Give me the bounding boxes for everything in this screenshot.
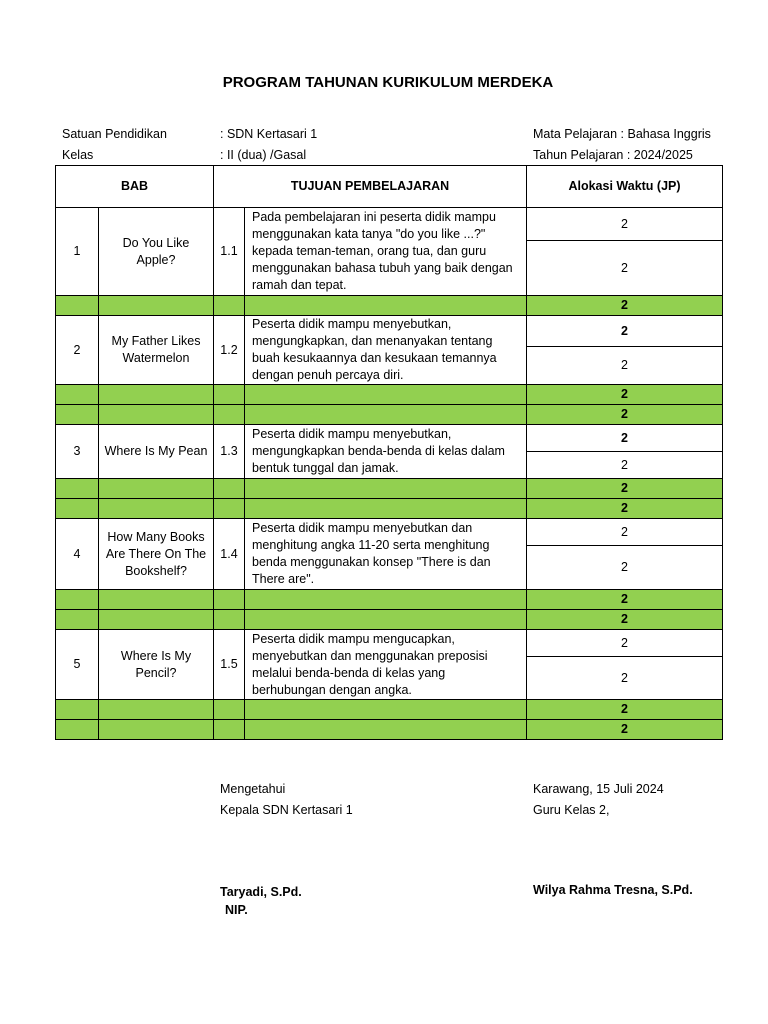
tahun-pelajaran: Tahun Pelajaran : 2024/2025: [533, 148, 693, 162]
satuan-value: : SDN Kertasari 1: [220, 127, 318, 141]
tp-number: 1.3: [214, 425, 245, 479]
jp-total: 2: [527, 720, 723, 740]
bab-title: How Many Books Are There On The Bookshelf?: [99, 519, 214, 590]
sig-right-line1: Karawang, 15 Juli 2024: [533, 782, 664, 796]
tp-text: Peserta didik mampu menyebutkan, mengungkapkan benda-benda di kelas dalam bentuk tunggal dan jamak.: [245, 425, 527, 479]
table-row: [56, 519, 723, 546]
bab-title: Where Is My Pean: [99, 425, 214, 479]
sig-left-line2: Kepala SDN Kertasari 1: [220, 803, 353, 817]
jp-value: 2: [527, 208, 723, 241]
jp-total: 2: [527, 590, 723, 610]
sig-left-name: Taryadi, S.Pd.: [220, 885, 302, 899]
table-row: [56, 208, 723, 241]
green-row: [56, 610, 723, 630]
bab-title: Where Is My Pencil?: [99, 630, 214, 700]
mata-pelajaran: Mata Pelajaran : Bahasa Inggris: [533, 127, 711, 141]
sig-left-line1: Mengetahui: [220, 782, 286, 796]
bab-title: Do You Like Apple?: [99, 208, 214, 296]
green-row: [56, 700, 723, 720]
tp-number: 1.4: [214, 519, 245, 590]
header-tujuan: TUJUAN PEMBELAJARAN: [214, 166, 527, 208]
kelas-value: : II (dua) /Gasal: [220, 148, 307, 162]
table-row: [56, 630, 723, 657]
tp-text: Pada pembelajaran ini peserta didik mampu menggunakan kata tanya "do you like ...?" kepada teman-teman, orang tua, dan guru menggunakan bahasa tubuh yang baik dengan ramah dan tepat.: [245, 208, 527, 296]
jp-value: 2: [527, 519, 723, 546]
sig-right-name: Wilya Rahma Tresna, S.Pd.: [533, 883, 693, 897]
jp-value: 2: [527, 347, 723, 385]
bab-number: 1: [56, 208, 99, 296]
green-row: [56, 405, 723, 425]
tp-text: Peserta didik mampu menyebutkan, mengungkapkan, dan menanyakan tentang buah kesukaannya dan kesukaan temannya dengan penuh percaya diri.: [245, 316, 527, 385]
jp-total: 2: [527, 296, 723, 316]
table-row: [56, 316, 723, 347]
tp-number: 1.5: [214, 630, 245, 700]
green-row: [56, 720, 723, 740]
green-row: [56, 590, 723, 610]
tp-number: 1.2: [214, 316, 245, 385]
sig-left-nip: NIP.: [225, 903, 248, 917]
jp-total: 2: [527, 499, 723, 519]
jp-value: 2: [527, 316, 723, 347]
bab-number: 2: [56, 316, 99, 385]
jp-value: 2: [527, 546, 723, 590]
sig-right-line2: Guru Kelas 2,: [533, 803, 610, 817]
tp-text: Peserta didik mampu mengucapkan, menyebutkan dan menggunakan preposisi melalui benda-benda di kelas yang berhubungan dengan angka.: [245, 630, 527, 700]
green-row: [56, 296, 723, 316]
jp-value: 2: [527, 657, 723, 700]
jp-value: 2: [527, 241, 723, 296]
jp-total: 2: [527, 700, 723, 720]
tp-number: 1.1: [214, 208, 245, 296]
bab-number: 3: [56, 425, 99, 479]
bab-title: My Father Likes Watermelon: [99, 316, 214, 385]
kelas-label: Kelas: [62, 148, 94, 162]
jp-total: 2: [527, 610, 723, 630]
jp-value: 2: [527, 425, 723, 452]
jp-value: 2: [527, 630, 723, 657]
jp-value: 2: [527, 452, 723, 479]
page-title: PROGRAM TAHUNAN KURIKULUM MERDEKA: [222, 74, 554, 91]
jp-total: 2: [527, 479, 723, 499]
satuan-label: Satuan Pendidikan: [62, 127, 167, 141]
header-alokasi: Alokasi Waktu (JP): [527, 166, 723, 208]
green-row: [56, 499, 723, 519]
green-row: [56, 385, 723, 405]
jp-total: 2: [527, 385, 723, 405]
program-table: [55, 165, 723, 740]
bab-number: 4: [56, 519, 99, 590]
green-row: [56, 479, 723, 499]
tp-text: Peserta didik mampu menyebutkan dan menghitung angka 11-20 serta menghitung benda menggunakan konsep "There is dan There are".: [245, 519, 527, 590]
jp-total: 2: [527, 405, 723, 425]
bab-number: 5: [56, 630, 99, 700]
table-row: [56, 425, 723, 452]
header-bab: BAB: [56, 166, 214, 208]
